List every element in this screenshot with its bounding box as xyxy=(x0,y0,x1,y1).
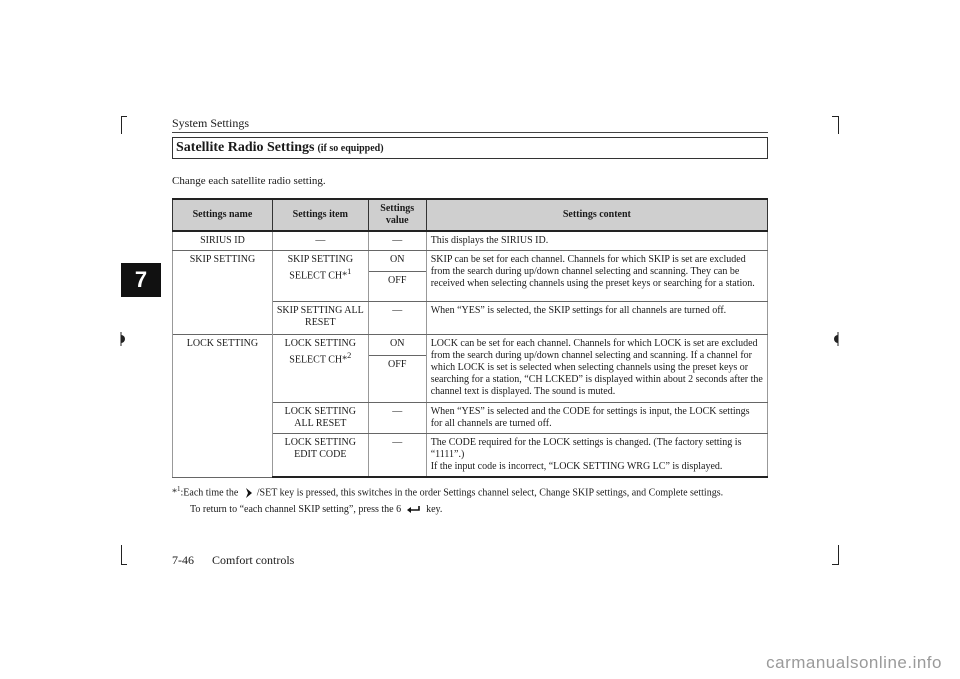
chapter-tab: 7 xyxy=(121,263,161,297)
section-title: Satellite Radio Settings xyxy=(176,140,315,155)
section-heading-box xyxy=(172,137,768,159)
crop-mark-bottom-right xyxy=(838,545,839,565)
settings-value-cell: OFF xyxy=(368,272,426,302)
settings-item-cell: SKIP SETTING ALL RESET xyxy=(272,302,368,335)
column-header: Settings value xyxy=(368,199,426,231)
footnote-text: To return to “each channel SKIP setting”, press the 6 xyxy=(190,504,402,516)
table-row xyxy=(173,335,768,356)
footnote-text: /SET key is pressed, this switches in the order Settings channel select, Change SKIP settings, and Complete settings. xyxy=(256,487,724,499)
settings-table xyxy=(172,198,768,478)
settings-content-line: The CODE required for the LOCK settings is changed. (The factory setting is “1111”.) xyxy=(430,437,742,460)
footnote xyxy=(172,481,723,518)
header-rule xyxy=(172,132,768,133)
footnote-asterisk: * xyxy=(172,487,177,499)
footnote-line xyxy=(172,481,723,501)
settings-item-cell: LOCK SETTING EDIT CODE xyxy=(272,434,368,478)
settings-content-cell: When “YES” is selected and the CODE for settings is input, the LOCK settings for all channels are turned off. xyxy=(426,403,767,434)
crop-mark-bottom-left-tick xyxy=(121,564,127,565)
settings-name-cell: LOCK SETTING xyxy=(173,335,273,478)
crop-mark-top-left-tick xyxy=(121,116,127,117)
settings-item-cell xyxy=(272,251,368,302)
settings-value-cell: ON xyxy=(368,251,426,272)
settings-value-cell: OFF xyxy=(368,356,426,403)
settings-content-cell xyxy=(426,434,767,478)
section-subtitle: (if so equipped) xyxy=(317,142,384,154)
footnote-line xyxy=(172,501,723,518)
column-header: Settings name xyxy=(173,199,273,231)
settings-item-cell: LOCK SETTING ALL RESET xyxy=(272,403,368,434)
settings-content-cell: LOCK can be set for each channel. Channels for which LOCK is set are excluded from the search during up/down channel selecting and scanning. If a channel for which LOCK is set is selected when selecting channels using the preset keys or searching for a station, “CH LCKED” is displayed within about 2 seconds after the channel text is displayed. The sound is muted. xyxy=(426,335,767,403)
page-number: 7-46 xyxy=(172,553,194,567)
footnote-marker: 1 xyxy=(347,267,352,276)
footnote-marker: 2 xyxy=(347,351,352,360)
return-arrow-icon xyxy=(406,505,422,515)
crop-mark-top-left xyxy=(121,116,122,134)
footnote-number: 1 xyxy=(177,485,181,493)
footer-chapter: Comfort controls xyxy=(212,553,295,567)
settings-value-cell: — xyxy=(368,434,426,478)
page-footer xyxy=(172,553,312,568)
table-header-row xyxy=(173,199,768,231)
settings-item-cell xyxy=(272,335,368,403)
settings-name-cell: SIRIUS ID xyxy=(173,231,273,251)
intro-text: Change each satellite radio setting. xyxy=(172,175,326,187)
registration-mark-right-icon xyxy=(831,332,845,346)
column-header: Settings item xyxy=(272,199,368,231)
settings-item-text: SKIP SETTING SELECT CH* xyxy=(287,254,354,282)
watermark: carmanualsonline.info xyxy=(766,653,942,672)
column-header: Settings content xyxy=(426,199,767,231)
footnote-text: :Each time the xyxy=(180,487,239,499)
crop-mark-bottom-right-tick xyxy=(832,564,838,565)
settings-value-cell: — xyxy=(368,403,426,434)
seek-up-key-icon xyxy=(243,487,255,499)
settings-content-cell: When “YES” is selected, the SKIP settings for all channels are turned off. xyxy=(426,302,767,335)
crop-mark-top-right-tick xyxy=(832,116,838,117)
settings-value-cell: — xyxy=(368,231,426,251)
crop-mark-top-right xyxy=(838,116,839,134)
settings-content-line: If the input code is incorrect, “LOCK SETTING WRG LC” is displayed. xyxy=(430,461,723,472)
settings-value-cell: — xyxy=(368,302,426,335)
table-row xyxy=(173,231,768,251)
running-header: System Settings xyxy=(172,116,250,130)
settings-content-cell: This displays the SIRIUS ID. xyxy=(426,231,767,251)
table-row xyxy=(173,251,768,272)
settings-item-text: LOCK SETTING SELECT CH* xyxy=(284,338,356,366)
settings-value-cell: ON xyxy=(368,335,426,356)
settings-item-cell: — xyxy=(272,231,368,251)
settings-name-cell: SKIP SETTING xyxy=(173,251,273,335)
settings-content-cell: SKIP can be set for each channel. Channels for which SKIP is set are excluded from the search during up/down channel selecting and scanning. They can be received when selecting channels using the preset keys or searching for a station. xyxy=(426,251,767,302)
footnote-text: key. xyxy=(426,504,443,516)
registration-mark-left-icon xyxy=(114,332,128,346)
crop-mark-bottom-left xyxy=(121,545,122,565)
